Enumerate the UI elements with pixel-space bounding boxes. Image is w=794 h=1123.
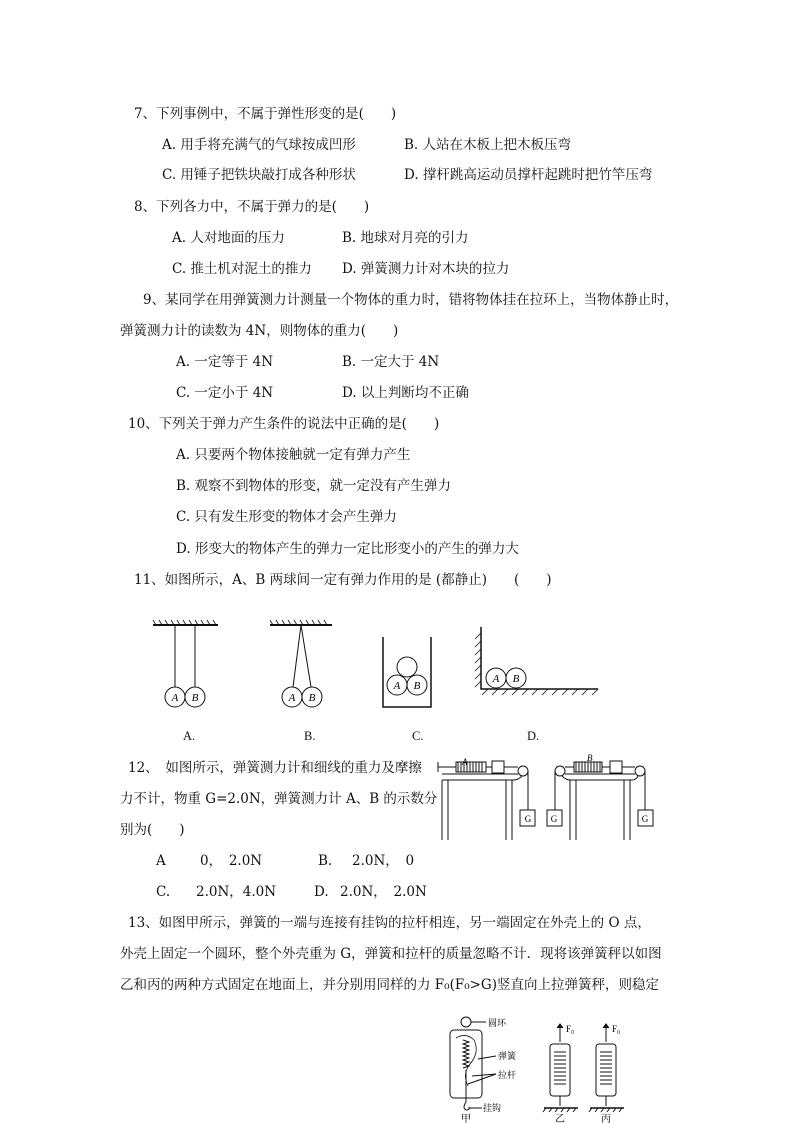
q11-label-d: D.	[527, 729, 540, 743]
q7-option-c: C. 用锤子把铁块敲打成各种形状	[162, 167, 356, 183]
q12-fig-right	[547, 761, 653, 840]
q7-option-b: B. 人站在木板上把木板压弯	[404, 137, 572, 153]
q8-option-c: C. 推土机对泥土的推力	[172, 261, 312, 277]
q12-fig-weight-left: G	[524, 814, 532, 824]
q11-b-ball-b: B	[308, 692, 316, 704]
q10-option-a: A. 只要两个物体接触就一定有弹力产生	[176, 447, 411, 463]
q12-fig-spring-a: A	[462, 757, 468, 767]
q11-fig-b	[270, 620, 332, 707]
q13-line3: 乙和丙的两种方式固定在地面上，并分别用同样的力 F₀(F₀>G)竖直向上拉弹簧秤，则稳定	[120, 977, 659, 993]
q12-stem-line3: 别为( )	[120, 822, 185, 838]
q13-line2: 外壳上固定一个圆环，整个外壳重为 G，弹簧和拉杆的质量忽略不计．现将该弹簧秤以如图	[120, 946, 662, 962]
q10-option-d: D. 形变大的物体产生的弹力一定比形变小的产生的弹力大	[176, 541, 519, 557]
q13-label-jia: 甲	[461, 1114, 471, 1123]
q13-fig-yi	[543, 1024, 578, 1112]
q12-stem-line2: 力不计，物重 G=2.0N，弹簧测力计 A、B 的示数分	[120, 791, 438, 807]
q11-d-ball-a: A	[492, 673, 500, 685]
q10-option-b: B. 观察不到物体的形变，就一定没有产生弹力	[176, 478, 452, 494]
q13-label-hook: 挂钩	[483, 1103, 502, 1113]
q12-option-b-label: B.	[318, 853, 333, 869]
q12-option-c-value: 2.0N，4.0N	[196, 884, 277, 900]
q12-option-d-label: D.	[314, 884, 329, 900]
q11-a-ball-a: A	[171, 692, 179, 704]
q7-option-d: D. 撑杆跳高运动员撑杆起跳时把竹竿压弯	[404, 167, 653, 183]
q13-label-spring: 弹簧	[498, 1051, 517, 1061]
q12-option-a-value: 0， 2.0N	[200, 853, 263, 869]
q13-figure	[436, 1012, 646, 1123]
q9-stem-line1: 9、某同学在用弹簧测力计测量一个物体的重力时，错将物体挂在拉环上，当物体静止时，	[143, 292, 679, 308]
q13-fig-bing	[589, 1024, 624, 1112]
q13-label-yi: 乙	[555, 1114, 565, 1123]
q11-label-c: C.	[412, 729, 424, 743]
q11-label-b: B.	[304, 729, 316, 743]
q13-force-yi: F₀	[566, 1024, 575, 1034]
q12-option-d-value: 2.0N， 2.0N	[340, 884, 427, 900]
q11-c-ball-a: A	[393, 680, 401, 692]
q13-label-bing: 丙	[601, 1114, 611, 1123]
q11-c-ball-b: B	[413, 680, 421, 692]
q13-force-bing: F₀	[612, 1024, 621, 1034]
q12-option-b-value: 2.0N， 0	[352, 853, 415, 869]
q9-option-a: A. 一定等于 4N	[176, 354, 274, 370]
q12-fig-spring-b: B	[587, 753, 593, 763]
q12-fig-weight-right-2: G	[641, 814, 649, 824]
q13-label-rod: 拉杆	[498, 1070, 517, 1080]
q8-stem: 8、下列各力中，不属于弹力的是( )	[134, 199, 370, 215]
q9-stem-line2: 弹簧测力计的读数为 4N，则物体的重力( )	[120, 323, 399, 339]
q10-option-c: C. 只有发生形变的物体才会产生弹力	[176, 509, 397, 525]
q11-fig-c	[383, 637, 431, 707]
q8-option-b: B. 地球对月亮的引力	[342, 230, 469, 246]
q9-option-d: D. 以上判断均不正确	[342, 385, 469, 401]
q12-fig-weight-right-1: G	[550, 814, 558, 824]
q7-stem: 7、下列事例中，不属于弹性形变的是( )	[134, 106, 397, 122]
q12-figure	[432, 752, 664, 842]
q13-label-ring: 圆环	[488, 1018, 507, 1028]
q9-option-b: B. 一定大于 4N	[342, 354, 440, 370]
q7-option-a: A. 用手将充满气的气球按成凹形	[162, 137, 356, 153]
q12-option-c-label: C.	[156, 884, 171, 900]
q13-fig-jia	[450, 1017, 496, 1110]
q12-option-a-label: A	[156, 853, 166, 869]
q9-option-c: C. 一定小于 4N	[176, 385, 274, 401]
q12-stem-line1: 12、 如图所示，弹簧测力计和细线的重力及摩擦	[128, 760, 422, 776]
q11-label-a: A.	[183, 729, 196, 743]
q12-fig-left	[438, 761, 535, 840]
q11-a-ball-b: B	[191, 692, 199, 704]
q11-stem: 11、如图所示，A、B 两球间一定有弹力作用的是 (都静止) ( )	[134, 572, 552, 588]
q11-d-ball-b: B	[512, 673, 520, 685]
q11-fig-d	[475, 627, 598, 695]
q11-b-ball-a: A	[288, 692, 296, 704]
q11-fig-a	[153, 620, 218, 707]
q10-stem: 10、下列关于弹力产生条件的说法中正确的是( )	[128, 416, 440, 432]
q8-option-d: D. 弹簧测力计对木块的拉力	[342, 261, 510, 277]
q8-option-a: A. 人对地面的压力	[172, 230, 285, 246]
q11-figure	[140, 615, 610, 720]
q13-line1: 13、如图甲所示，弹簧的一端与连接有挂钩的拉杆相连，另一端固定在外壳上的 O 点，	[128, 915, 651, 931]
